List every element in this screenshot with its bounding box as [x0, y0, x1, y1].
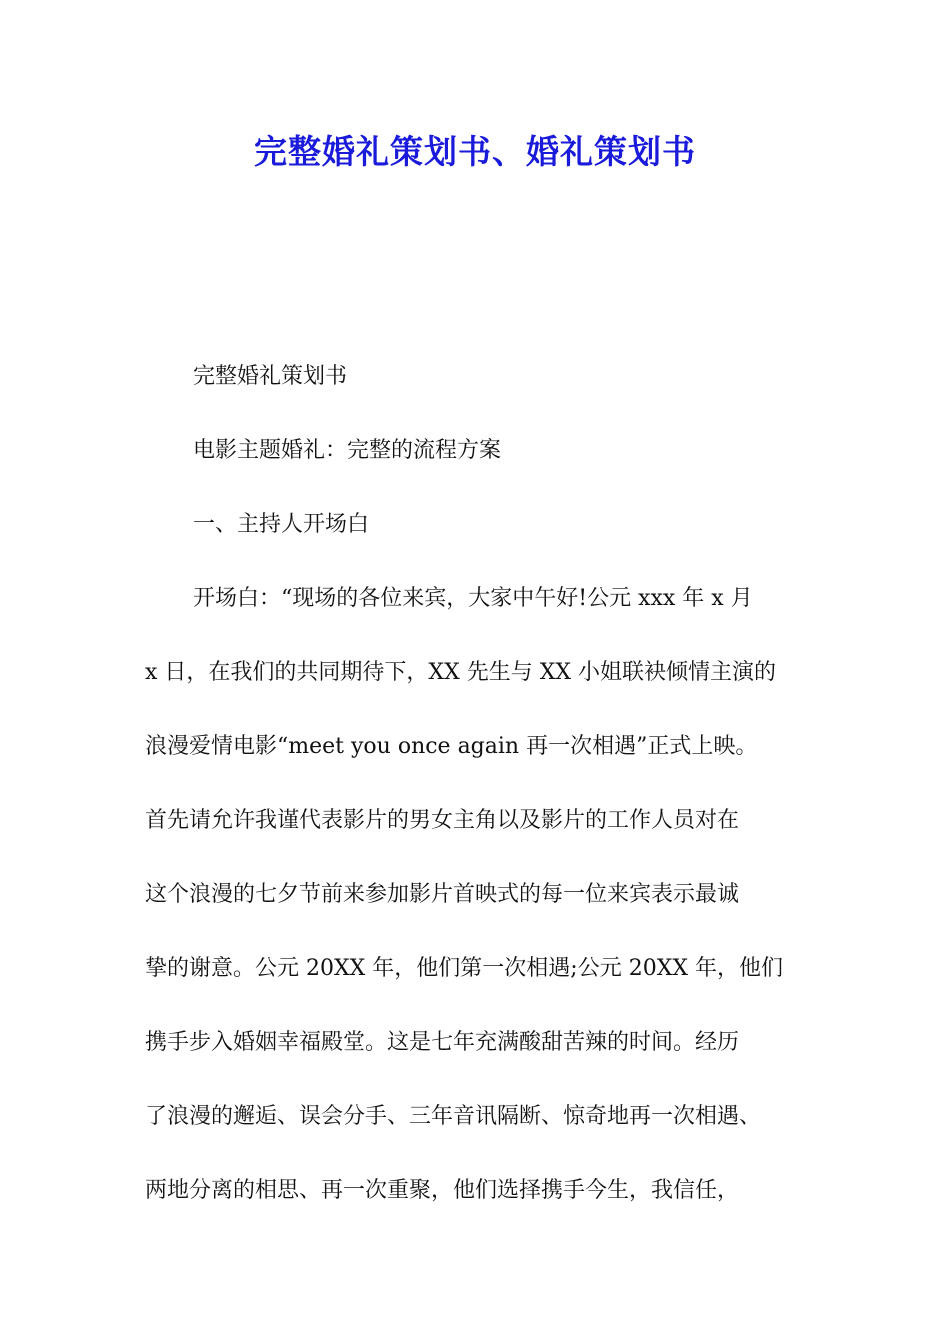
text-line: 两地分离的相思、再一次重聚，他们选择携手今生，我信任，	[145, 1178, 740, 1203]
text-line: 携手步入婚姻幸福殿堂。这是七年充满酸甜苦辣的时间。经历	[145, 1030, 740, 1055]
text-line: 一、主持人开场白	[193, 512, 370, 537]
text-line: 开场白：“现场的各位来宾，大家中午好!公元 xxx 年 x 月	[193, 586, 753, 611]
text-line: 了浪漫的邂逅、误会分手、三年音讯隔断、惊奇地再一次相遇、	[145, 1104, 762, 1129]
opening-speech-paragraph	[145, 562, 835, 1228]
text-line: 挚的谢意。公元 20XX 年，他们第一次相遇;公元 20XX 年，他们	[145, 956, 784, 981]
text-line: 电影主题婚礼：完整的流程方案	[193, 438, 502, 463]
section-heading	[145, 488, 835, 562]
theme-paragraph	[145, 414, 835, 488]
document-body	[145, 340, 835, 1228]
text-line: 完整婚礼策划书	[193, 364, 348, 389]
document-title: 完整婚礼策划书、婚礼策划书	[254, 132, 696, 171]
text-line: 浪漫爱情电影“meet you once again 再一次相遇”正式上映。	[145, 734, 758, 759]
text-line: x 日，在我们的共同期待下，XX 先生与 XX 小姐联袂倾情主演的	[145, 660, 777, 685]
subtitle-paragraph	[145, 340, 835, 414]
text-line: 首先请允许我谨代表影片的男女主角以及影片的工作人员对在	[145, 808, 740, 833]
text-line: 这个浪漫的七夕节前来参加影片首映式的每一位来宾表示最诚	[145, 882, 740, 907]
